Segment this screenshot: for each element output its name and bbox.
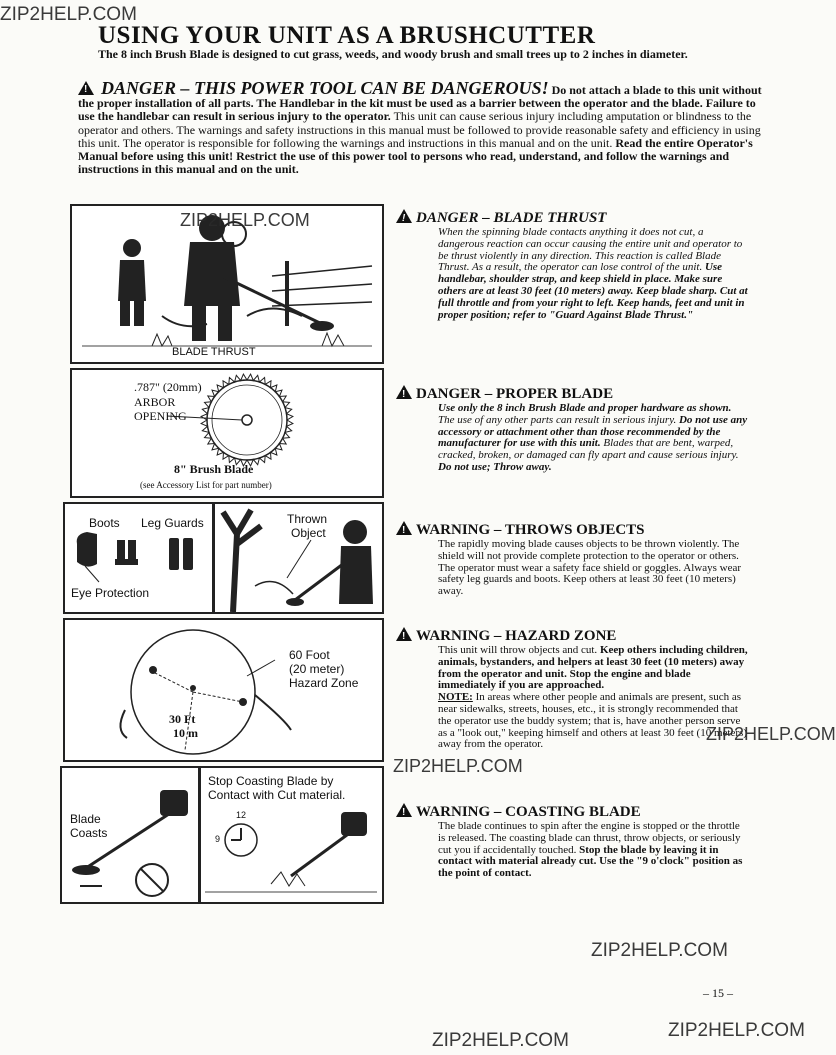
figure-stop-coasting (199, 766, 384, 904)
proper-blade-italic-b: Blades that are bent, warped, cracked, broken, or damaged can fly apart and cause serious injury. (438, 437, 739, 462)
main-danger-text: This unit can cause serious injury including amputation or blindness to the operator and others. The warnings and safety instructions in this manual must be followed to provide reasonable safety and efficiency in using this unit. The operator is responsible for following the warnings and instructions in this manual and on the unit. (78, 109, 761, 150)
main-danger-heading: DANGER – THIS POWER TOOL CAN BE DANGEROUS! (101, 78, 549, 98)
arbor-label-line2: OPENING (134, 409, 187, 423)
boots-label: Boots (89, 516, 120, 530)
main-danger-bold-end: Read the entire Operator's Manual before using this unit! Restrict the use of this power tool to persons who read, understand, and follow the warnings and instructions in this manual and on the unit. (78, 135, 753, 177)
leg-guards-label: Leg Guards (141, 516, 204, 530)
figure-blade-coasts (60, 766, 200, 904)
main-danger-bold-text: Do not attach a blade to this unit without the proper installation of all parts. The Handlebar in the kit must be used as a barrier between the operator and the blade. Failure to use the handlebar can result in serious injury to the operator. (78, 83, 762, 124)
page-title: USING YOUR UNIT AS A BRUSHCUTTER (98, 22, 596, 49)
throws-objects-text: The rapidly moving blade causes objects to be thrown violently. The shield will not provide complete protection to the operator or others. The operator must wear a safety face shield or goggles. Always wear safety leg guards and boots. Keep others at least 30 feet (10 meters) away. (438, 538, 741, 598)
warning-triangle-icon (396, 209, 412, 223)
proper-blade-heading: !DANGER – PROPER BLADE (396, 384, 748, 402)
watermark-text: ZIP2HELP.COM (0, 4, 137, 25)
hazard-label-line2: (20 meter) (289, 662, 345, 676)
brush-blade-caption: 8" Brush Blade (174, 462, 254, 476)
throws-objects-heading: !WARNING – THROWS OBJECTS (396, 520, 748, 538)
section-coasting-blade (396, 802, 748, 880)
section-proper-blade (396, 384, 748, 474)
hazard-zone-lead: This unit will throw objects and cut. (438, 644, 598, 656)
stop-coasting-line1: Stop Coasting Blade by (208, 774, 334, 788)
clock-9-label: 9 (215, 834, 221, 844)
section-hazard-zone (396, 626, 748, 751)
watermark-text: ZIP2HELP.COM (432, 1030, 569, 1051)
coasting-blade-text: The blade continues to spin after the engine is stopped or the throttle is released. The coasting blade can thrust, throw objects, or seriously cut you if accidentally touched. (438, 820, 741, 856)
brush-blade-illustration (72, 370, 382, 496)
hazard-note-label: NOTE: (438, 691, 473, 704)
figure-hazard-zone (63, 618, 384, 762)
thrown-label-line1: Thrown (287, 512, 328, 526)
proper-blade-bold-b: Do not use any accessory or attachment other than those recommended by the manufacturer for use with this unit. (438, 413, 748, 450)
warning-triangle-icon (396, 385, 412, 399)
section-throws-objects (396, 520, 748, 598)
hazard-zone-bold: Keep others including children, animals, bystanders, and helpers at least 30 feet (10 meters) away from the operator and unit. Stop the engine and blade immediately if you are approached. (438, 644, 748, 692)
blade-thrust-caption: BLADE THRUST (172, 346, 256, 358)
watermark-text: ZIP2HELP.COM (591, 940, 728, 961)
hazard-label-line3: Hazard Zone (289, 676, 359, 690)
warning-triangle-icon (396, 521, 412, 535)
blade-thrust-intro: When the spinning blade contacts anything it does not cut, a dangerous reaction can occur causing the entire unit and operator to be thrust violently in any direction. This reaction is called Blade Thrust. As a result, the operator can lose control of the unit. (438, 226, 743, 274)
section-blade-thrust (396, 208, 748, 321)
main-danger-block (78, 80, 768, 176)
figure-thrown-object (213, 502, 384, 614)
coasting-blade-heading: !WARNING – COASTING BLADE (396, 802, 748, 820)
stop-coasting-line2: Contact with Cut material. (208, 788, 346, 802)
proper-blade-bold-c: Do not use; Throw away. (438, 460, 552, 473)
watermark-text: ZIP2HELP.COM (706, 724, 836, 744)
watermark-text: ZIP2HELP.COM (180, 210, 310, 230)
warning-triangle-icon (396, 803, 412, 817)
blade-coasts-line2: Coasts (70, 826, 108, 840)
coasting-blade-bold: Stop the blade by leaving it in contact with material already cut. Use the "9 o'clock" position as the point of contact. (438, 843, 743, 880)
figure-brush-blade (70, 368, 384, 498)
blade-thrust-instructions: Use handlebar, shoulder strap, and keep shield in place. Make sure others are at least 30 feet (10 meters) away. Keep blade sharp. Cut at full throttle and from your right to left. Keep hands, feet and unit in proper position; refer to "Guard Against Blade Thrust." (438, 261, 748, 321)
clock-12-label: 12 (236, 810, 247, 820)
warning-triangle-icon (78, 81, 94, 95)
arbor-label-line1: ARBOR (134, 395, 176, 409)
blade-thrust-heading: !DANGER – BLADE THRUST (396, 208, 748, 226)
eye-protection-label: Eye Protection (71, 586, 150, 600)
warning-triangle-icon (396, 627, 412, 641)
arbor-size-label: .787" (20mm) (134, 380, 202, 394)
hazard-radius-ft: 30 Ft (169, 712, 196, 726)
hazard-zone-heading: !WARNING – HAZARD ZONE (396, 626, 748, 644)
proper-blade-italic-a: The use of any other parts can result in serious injury. (438, 413, 677, 426)
hazard-radius-m: 10 m (173, 726, 198, 740)
watermark-text: ZIP2HELP.COM (668, 1020, 805, 1041)
page-number: – 15 – (703, 986, 733, 1000)
hazard-label-line1: 60 Foot (289, 648, 330, 662)
proper-blade-bold-a: Use only the 8 inch Brush Blade and proper hardware as shown. (438, 402, 732, 414)
hazard-zone-illustration (65, 620, 382, 760)
intro-text: The 8 inch Brush Blade is designed to cut grass, weeds, and woody brush and small trees up to 2 inches in diameter. (98, 47, 688, 61)
accessory-note: (see Accessory List for part number) (140, 480, 272, 490)
hazard-note-text: In areas where other people and animals are present, such as near sidewalks, streets, houses, etc., it is strongly recommended that the operator use the buddy system; that is, have another person serve as a "look out," keeping himself and others at least 30 feet (10 meters) away from the operator. (438, 691, 747, 751)
watermark-text: ZIP2HELP.COM (393, 756, 523, 776)
blade-coasts-line1: Blade (70, 812, 101, 826)
thrown-label-line2: Object (291, 526, 326, 540)
figure-protection-gear (63, 502, 214, 614)
